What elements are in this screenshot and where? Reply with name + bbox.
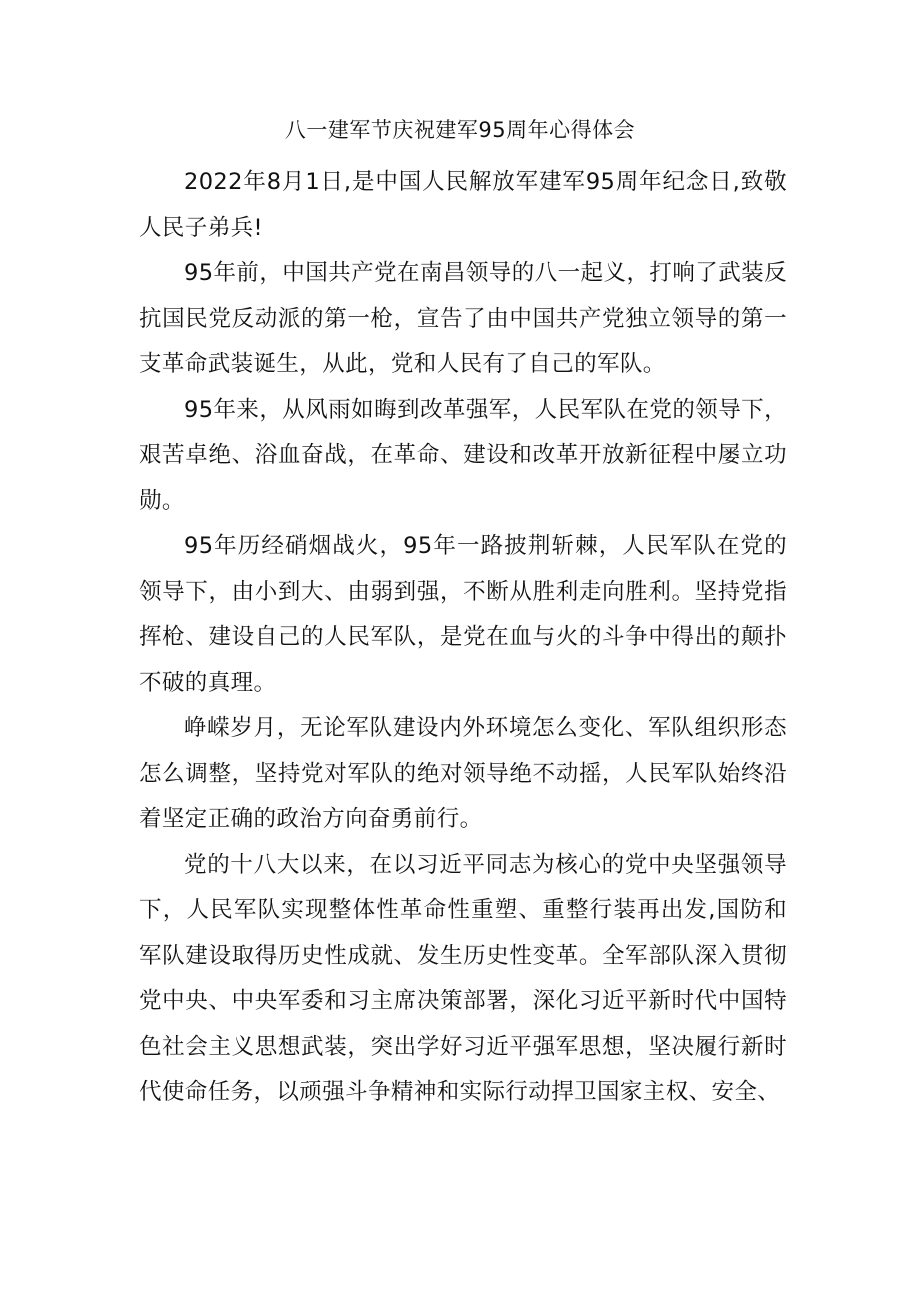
paragraph-5: 峥嵘岁月，无论军队建设内外环境怎么变化、军队组织形态怎么调整，坚持党对军队的绝对领导绝不动摇，人民军队始终沿着坚定正确的政治方向奋勇前行。 [139,715,787,832]
paragraph-3: 95年来，从风雨如晦到改革强军，人民军队在党的领导下，艰苦卓绝、浴血奋战，在革命、建设和改革开放新征程中屡立功勋。 [139,396,787,514]
document-title: 八一建军节庆祝建军95周年心得体会 [284,118,636,142]
document-body [139,160,787,1116]
paragraph-1: 2022年8月1日,是中国人民解放军建军95周年纪念日,致敬人民子弟兵! [139,169,787,241]
paragraph-6: 党的十八大以来，在以习近平同志为核心的党中央坚强领导下，人民军队实现整体性革命性重塑、重整行装再出发,国防和军队建设取得历史性成就、发生历史性变革。全军部队深入贯彻党中央、中央军委和习主席决策部署，深化习近平新时代中国特色社会主义思想武装，突出学好习近平强军思想，坚决履行新时代使命任务，以顽强斗争精神和实际行动捍卫国家主权、安全、 [139,851,787,1105]
paragraph-2: 95年前，中国共产党在南昌领导的八一起义，打响了武装反抗国民党反动派的第一枪，宣告了由中国共产党独立领导的第一支革命武装诞生，从此，党和人民有了自己的军队。 [139,260,787,377]
paragraph-4: 95年历经硝烟战火，95年一路披荆斩棘，人民军队在党的领导下，由小到大、由弱到强，不断从胜利走向胜利。坚持党指挥枪、建设自己的人民军队，是党在血与火的斗争中得出的颠扑不破的真理。 [139,533,787,696]
